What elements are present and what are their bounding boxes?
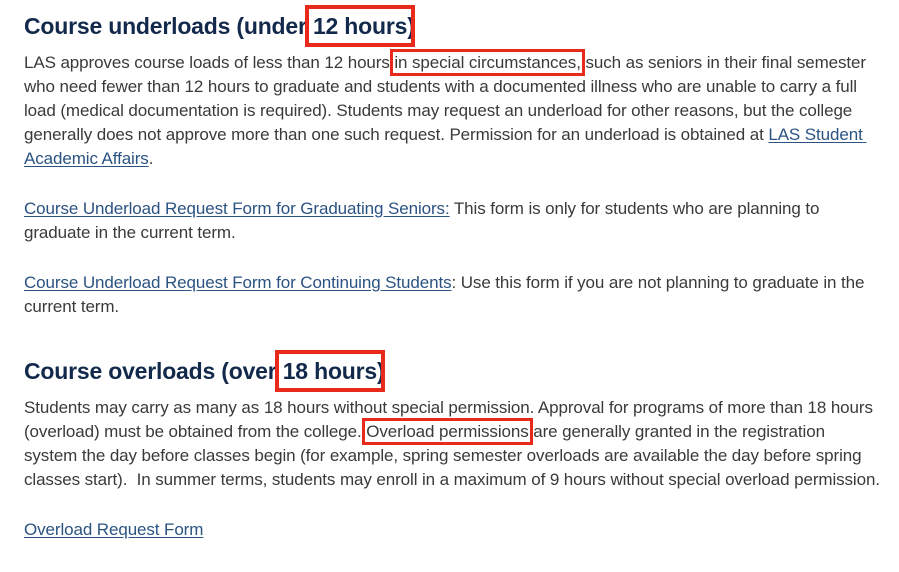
overloads-intro-text-a: Students may carry as many as 18 hours without special permission. Approval for programs of more than 18 hours (overload) must be obtained from the college. xyxy=(24,397,878,441)
overloads-intro-paragraph xyxy=(24,396,881,492)
overloads-intro-text-b: are generally granted in the registration system the day before classes begin (for example, spring semester overloads are available the day before spring classes start). In summer terms, students may enroll in a maximum of 9 hours without special overload permission. xyxy=(24,421,880,489)
underload-form-graduating-seniors-link[interactable]: Course Underload Request Form for Graduating Seniors: xyxy=(24,198,450,218)
underloads-heading xyxy=(24,12,881,41)
overloads-heading xyxy=(24,357,881,386)
underloads-intro-paragraph xyxy=(24,51,881,171)
continuing-form-description: : Use this form if you are not planning to graduate in the current term. xyxy=(24,272,869,316)
underloads-heading-text: Course underloads (under xyxy=(24,13,313,39)
underloads-intro-text-a: LAS approves course loads of less than 12 hours xyxy=(24,52,395,72)
las-student-academic-affairs-link[interactable]: LAS Student Academic Affairs xyxy=(24,124,867,168)
underloads-intro-text-b: such as seniors in their final semester who need fewer than 12 hours to graduate and students with a documented illness who are unable to carry a full load (medical documentation is required). Students may request an underload for other reasons, but the college generally does not approve more than one such request. Permission for an underload is obtained at xyxy=(24,52,871,144)
seniors-form-description: This form is only for students who are planning to graduate in the current term. xyxy=(24,198,824,242)
overload-request-form-link[interactable]: Overload Request Form xyxy=(24,519,204,539)
underload-form-continuing-students-link[interactable]: Course Underload Request Form for Continuing Students xyxy=(24,272,452,292)
annotation-box-overload-permissions: Overload permissions xyxy=(366,421,529,441)
continuing-form-paragraph xyxy=(24,271,881,319)
underloads-heading-close-paren: ) xyxy=(407,13,415,39)
annotation-box-12-hours: 12 hours xyxy=(312,13,408,39)
overloads-heading-text: Course overloads (over xyxy=(24,357,283,384)
annotation-box-18-hours: 18 hours xyxy=(282,357,377,384)
overload-form-paragraph xyxy=(24,518,881,542)
page-content xyxy=(24,12,881,542)
overloads-heading-close-paren: ) xyxy=(376,357,385,384)
underloads-intro-period: . xyxy=(148,148,154,168)
seniors-form-paragraph xyxy=(24,197,881,245)
annotation-box-special-circumstances: in special circumstances, xyxy=(394,52,581,72)
